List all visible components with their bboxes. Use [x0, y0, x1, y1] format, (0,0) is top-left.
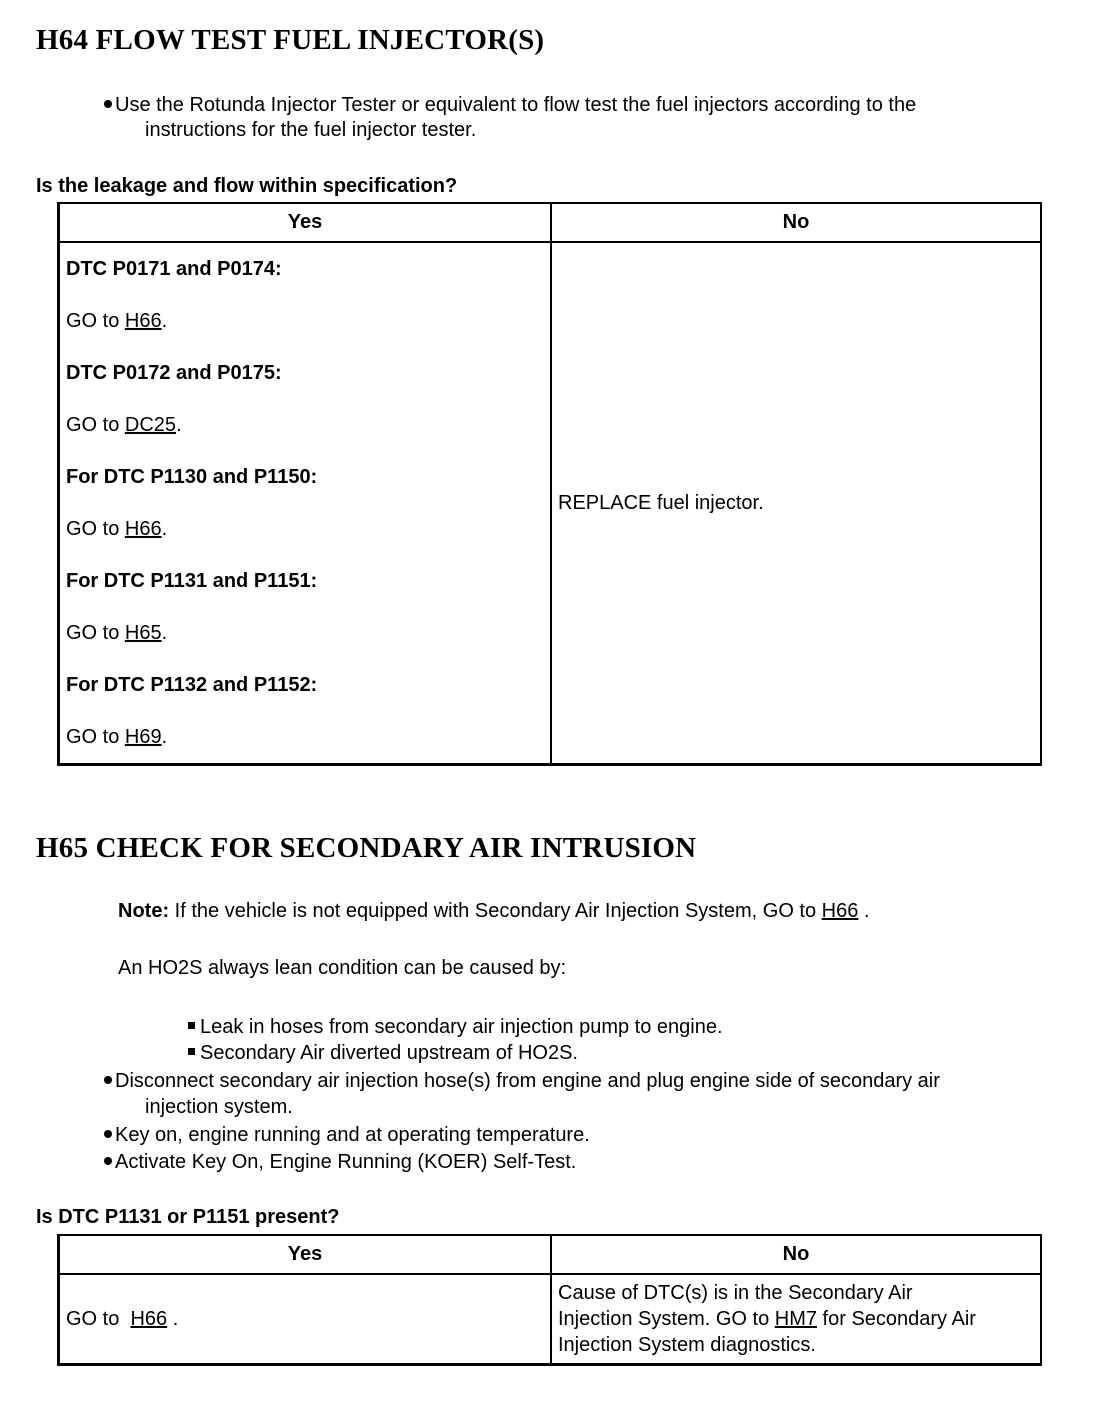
link-h66[interactable]: H66 — [821, 900, 859, 922]
yes-header: Yes — [59, 1235, 552, 1274]
question-h65: Is DTC P1131 or P1151 present? — [36, 1206, 340, 1228]
go-to-row: GO to H69 . — [66, 725, 168, 748]
no-header: No — [551, 203, 1041, 242]
no-text-line2: Injection System. GO to HM7 for Secondary Air — [558, 1308, 976, 1330]
section-title-h65: H65 CHECK FOR SECONDARY AIR INTRUSION — [36, 832, 697, 864]
instruction-text-line2: instructions for the fuel injector tester. — [145, 119, 477, 141]
no-header: No — [551, 1235, 1041, 1274]
bullet-icon — [104, 1130, 112, 1138]
instruction-text-line1: Use the Rotunda Injector Tester or equivalent to flow test the fuel injectors according to the — [115, 94, 917, 116]
yes-header: Yes — [59, 203, 552, 242]
no-text-line3: Injection System diagnostics. — [558, 1334, 816, 1356]
link-dc25[interactable]: DC25 — [124, 413, 177, 436]
link-hm7[interactable]: HM7 — [774, 1308, 817, 1330]
step-continuation: injection system. — [145, 1096, 293, 1118]
yes-cell: GO to H66 . — [59, 1274, 552, 1365]
dtc-label: DTC P0172 and P0175: — [66, 361, 282, 384]
link-h66[interactable]: H66 — [124, 517, 162, 540]
square-bullet-icon — [188, 1022, 195, 1029]
link-h69[interactable]: H69 — [124, 725, 162, 748]
square-bullet-icon — [188, 1048, 195, 1055]
go-to-row: GO to H66 . — [66, 309, 168, 332]
question-h64: Is the leakage and flow within specification? — [36, 175, 458, 197]
decision-table-h65 — [57, 1234, 1042, 1366]
cause-item: Leak in hoses from secondary air injection pump to engine. — [188, 1014, 723, 1040]
dtc-label: For DTC P1131 and P1151: — [66, 569, 318, 592]
no-text-line1: Cause of DTC(s) is in the Secondary Air — [558, 1282, 913, 1304]
go-to-row: GO to H65 . — [66, 621, 168, 644]
go-to-row: GO to DC25 . — [66, 413, 182, 436]
link-h66[interactable]: H66 — [124, 309, 162, 332]
no-action-text: REPLACE fuel injector. — [558, 491, 764, 514]
link-h65[interactable]: H65 — [124, 621, 162, 644]
bullet-icon — [104, 1157, 112, 1165]
dtc-label: For DTC P1132 and P1152: — [66, 673, 318, 696]
cause-intro: An HO2S always lean condition can be caused by: — [118, 957, 567, 979]
instruction-bullet — [104, 92, 916, 118]
dtc-label: For DTC P1130 and P1150: — [66, 465, 318, 488]
dtc-label: DTC P0171 and P0174: — [66, 257, 282, 280]
no-cell — [551, 242, 1041, 765]
section-title-h64: H64 FLOW TEST FUEL INJECTOR(S) — [36, 24, 545, 56]
bullet-icon — [104, 1076, 112, 1084]
bullet-icon — [104, 100, 112, 108]
go-to-row: GO to H66 . — [66, 517, 168, 540]
note-text: If the vehicle is not equipped with Secondary Air Injection System, GO to — [169, 900, 822, 922]
step-bullet: Activate Key On, Engine Running (KOER) Self-Test. — [104, 1149, 576, 1175]
link-h66[interactable]: H66 — [130, 1307, 168, 1330]
decision-table-h64 — [57, 202, 1042, 766]
yes-cell — [59, 242, 552, 765]
note-label: Note: — [118, 900, 170, 922]
step-bullet: Disconnect secondary air injection hose(s) from engine and plug engine side of secondary air — [104, 1068, 940, 1094]
step-bullet: Key on, engine running and at operating temperature. — [104, 1122, 590, 1148]
cause-item: Secondary Air diverted upstream of HO2S. — [188, 1040, 578, 1066]
note: Note: If the vehicle is not equipped with Secondary Air Injection System, GO to H66 . — [118, 900, 870, 922]
no-cell — [551, 1274, 1041, 1365]
